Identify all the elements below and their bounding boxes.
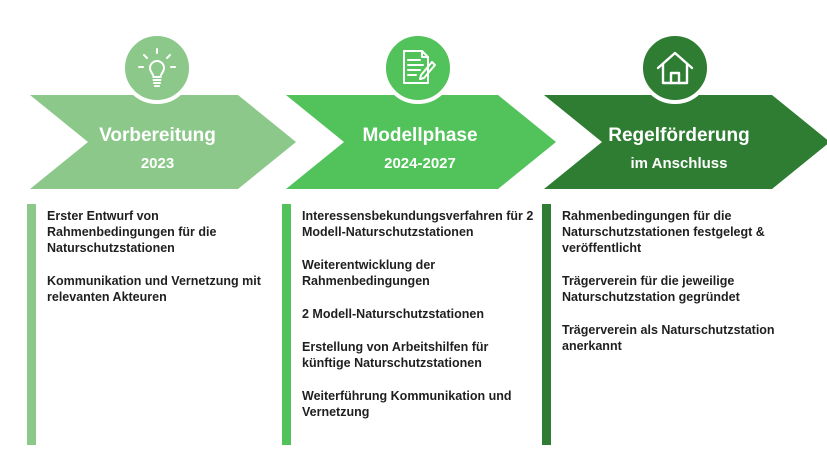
list-item: Kommunikation und Vernetzung mit relevanten Akteuren xyxy=(47,274,261,304)
phase-title: Vorbereitung xyxy=(99,125,216,146)
lightbulb-icon-circle xyxy=(121,32,193,104)
column-bar xyxy=(542,204,551,445)
document-pen-icon-circle xyxy=(382,32,454,104)
phase-title: Modellphase xyxy=(362,125,478,146)
phase-subtitle: im Anschluss xyxy=(630,155,728,172)
house-icon xyxy=(653,46,697,90)
lightbulb-icon xyxy=(135,46,179,90)
document-pen-icon xyxy=(396,46,440,90)
list-item: Erstellung von Arbeitshilfen für künftige Naturschutzstationen xyxy=(302,340,489,370)
list-item: Trägerverein als Naturschutzstation anerkannt xyxy=(562,323,775,353)
list-item: Weiterführung Kommunikation und Vernetzung xyxy=(302,389,512,419)
list-item: 2 Modell-Naturschutzstationen xyxy=(302,307,484,321)
phase-label-modellphase xyxy=(320,124,520,174)
phase-subtitle: 2024-2027 xyxy=(384,155,456,172)
phase-label-vorbereitung xyxy=(60,124,255,174)
phase-subtitle: 2023 xyxy=(140,155,175,172)
list-item: Trägerverein für die jeweilige Naturschutzstation gegründet xyxy=(562,274,740,304)
list-item: Weiterentwicklung der Rahmenbedingungen xyxy=(302,258,436,288)
item-list xyxy=(47,208,262,322)
phase-label-regelfoerderung xyxy=(574,124,784,174)
house-icon-circle xyxy=(639,32,711,104)
item-list xyxy=(562,208,797,371)
item-list xyxy=(302,208,534,437)
list-item: Rahmenbedingungen für die Naturschutzstationen festgelegt & veröffentlicht xyxy=(562,209,765,255)
list-item: Erster Entwurf von Rahmenbedingungen für die Naturschutzstationen xyxy=(47,209,217,255)
column-bar xyxy=(27,204,36,445)
column-bar xyxy=(282,204,291,445)
phase-title: Regelförderung xyxy=(608,125,750,146)
list-item: Interessensbekundungsverfahren für 2 Modell-Naturschutzstationen xyxy=(302,209,534,239)
